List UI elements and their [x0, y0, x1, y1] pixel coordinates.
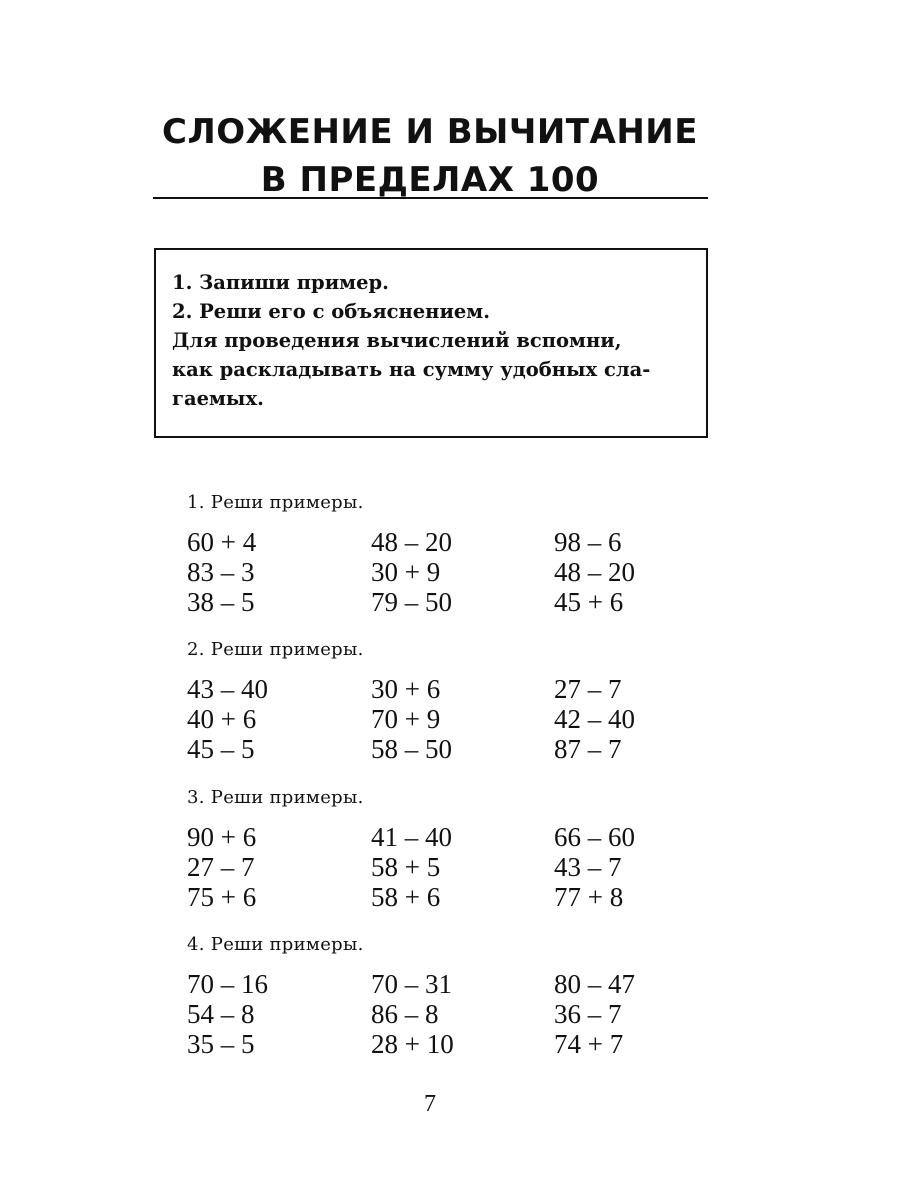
math-example: 36 – 7	[554, 999, 622, 1029]
math-example: 74 + 7	[554, 1029, 624, 1059]
math-example: 80 – 47	[554, 969, 635, 999]
math-example: 70 – 16	[187, 969, 268, 999]
math-example: 58 + 5	[371, 852, 441, 882]
instruction-line: Для проведения вычислений вспомни,	[172, 329, 622, 352]
example-row	[187, 852, 707, 882]
math-example: 27 – 7	[187, 852, 255, 882]
example-row	[187, 587, 707, 617]
page-number: 7	[424, 1091, 436, 1117]
instruction-line: 1. Запиши пример.	[172, 271, 389, 294]
math-example: 83 – 3	[187, 557, 255, 587]
example-row	[187, 999, 707, 1029]
instruction-line: гаемых.	[172, 387, 264, 410]
math-example: 43 – 7	[554, 852, 622, 882]
page-title-line-2: В ПРЕДЕЛАХ 100	[260, 160, 600, 200]
math-example: 30 + 6	[371, 674, 441, 704]
math-example: 77 + 8	[554, 882, 624, 912]
math-example: 30 + 9	[371, 557, 441, 587]
exercise-2	[187, 638, 707, 764]
math-example: 42 – 40	[554, 704, 635, 734]
math-example: 79 – 50	[371, 587, 452, 617]
example-row	[187, 882, 707, 912]
math-example: 70 + 9	[371, 704, 441, 734]
exercise-3	[187, 786, 707, 912]
math-example: 35 – 5	[187, 1029, 255, 1059]
example-row	[187, 527, 707, 557]
exercise-heading: 2. Реши примеры.	[187, 639, 364, 660]
example-row	[187, 674, 707, 704]
page-title-line-1: СЛОЖЕНИЕ И ВЫЧИТАНИЕ	[162, 112, 698, 152]
example-row	[187, 557, 707, 587]
exercise-1	[187, 491, 707, 617]
math-example: 48 – 20	[554, 557, 635, 587]
math-example: 98 – 6	[554, 527, 622, 557]
math-example: 54 – 8	[187, 999, 255, 1029]
math-example: 66 – 60	[554, 822, 635, 852]
math-example: 58 – 50	[371, 734, 452, 764]
instruction-line: 2. Реши его с объяснением.	[172, 300, 491, 323]
math-example: 45 – 5	[187, 734, 255, 764]
title-divider	[153, 197, 708, 199]
example-row	[187, 734, 707, 764]
math-example: 70 – 31	[371, 969, 452, 999]
math-example: 41 – 40	[371, 822, 452, 852]
example-row	[187, 969, 707, 999]
math-example: 48 – 20	[371, 527, 452, 557]
exercise-heading: 1. Реши примеры.	[187, 492, 364, 513]
math-example: 75 + 6	[187, 882, 257, 912]
exercise-heading: 3. Реши примеры.	[187, 787, 364, 808]
math-example: 27 – 7	[554, 674, 622, 704]
example-row	[187, 822, 707, 852]
exercise-4	[187, 933, 707, 1059]
math-example: 87 – 7	[554, 734, 622, 764]
exercise-heading: 4. Реши примеры.	[187, 934, 364, 955]
math-example: 40 + 6	[187, 704, 257, 734]
math-example: 90 + 6	[187, 822, 257, 852]
math-example: 38 – 5	[187, 587, 255, 617]
math-example: 60 + 4	[187, 527, 257, 557]
instruction-box	[154, 248, 708, 438]
math-example: 86 – 8	[371, 999, 439, 1029]
math-example: 28 + 10	[371, 1029, 454, 1059]
example-row	[187, 704, 707, 734]
math-example: 58 + 6	[371, 882, 441, 912]
example-row	[187, 1029, 707, 1059]
math-example: 45 + 6	[554, 587, 624, 617]
math-example: 43 – 40	[187, 674, 268, 704]
instruction-line: как раскладывать на сумму удобных сла-	[172, 358, 651, 381]
